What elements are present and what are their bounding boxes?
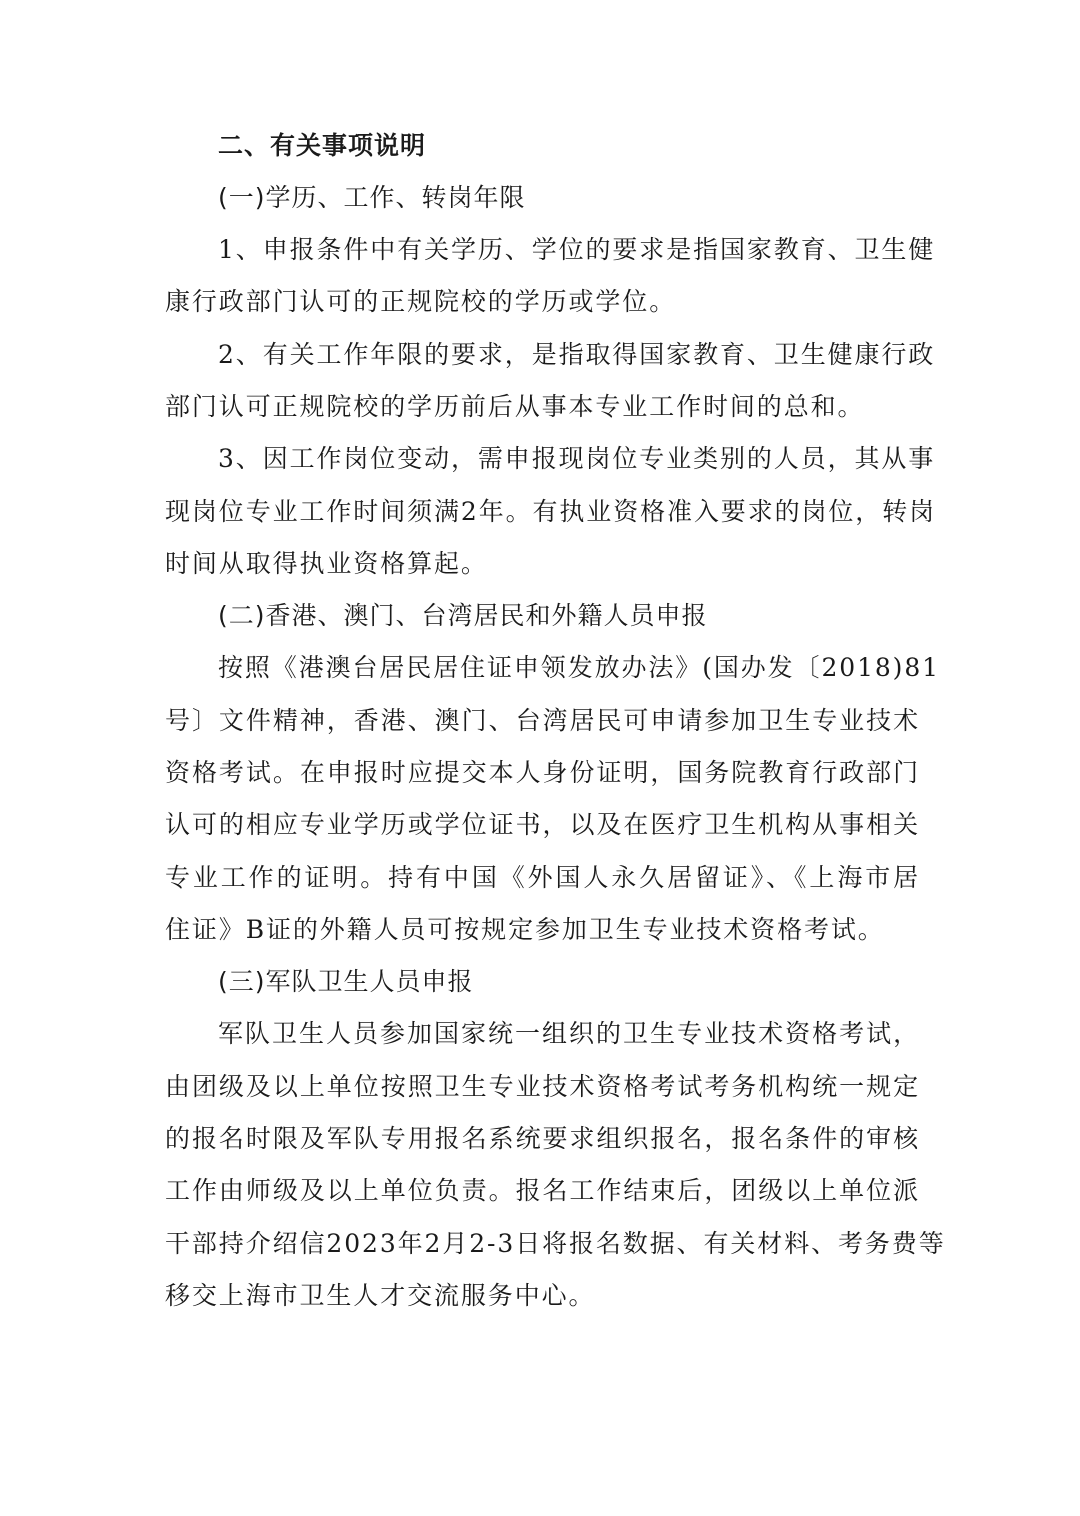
paragraph-line: 按照《港澳台居民居住证申领发放办法》(国办发〔2018)81 [218,653,940,682]
paragraph-line: 2、有关工作年限的要求，是指取得国家教育、卫生健康行政 [218,340,936,369]
paragraph-line: 1、申报条件中有关学历、学位的要求是指国家教育、卫生健 [218,235,936,264]
paragraph-line: 号〕文件精神，香港、澳门、台湾居民可申请参加卫生专业技术 [165,706,920,735]
paragraph-line: 由团级及以上单位按照卫生专业技术资格考试考务机构统一规定 [165,1072,920,1101]
paragraph-line: 工作由师级及以上单位负责。报名工作结束后，团级以上单位派 [165,1176,920,1205]
paragraph-line: 认可的相应专业学历或学位证书，以及在医疗卫生机构从事相关 [165,810,920,839]
paragraph-line: 康行政部门认可的正规院校的学历或学位。 [165,287,677,316]
paragraph-line: 专业工作的证明。持有中国《外国人永久居留证》、《上海市居 [165,863,920,892]
subsection-heading-1: (一)学历、工作、转岗年限 [218,183,526,212]
paragraph-line: 军队卫生人员参加国家统一组织的卫生专业技术资格考试， [218,1019,920,1048]
paragraph-line: 移交上海市卫生人才交流服务中心。 [165,1281,596,1310]
paragraph-line: 部门认可正规院校的学历前后从事本专业工作时间的总和。 [165,392,865,421]
paragraph-line: 干部持介绍信2023年2月2-3日将报名数据、有关材料、考务费等 [165,1229,946,1258]
paragraph-line: 资格考试。在申报时应提交本人身份证明，国务院教育行政部门 [165,758,920,787]
paragraph-line: 的报名时限及军队专用报名系统要求组织报名，报名条件的审核 [165,1124,920,1153]
paragraph-line: 3、因工作岗位变动，需申报现岗位专业类别的人员，其从事 [218,444,936,473]
paragraph-line: 时间从取得执业资格算起。 [165,549,488,578]
paragraph-line: 现岗位专业工作时间须满2年。有执业资格准入要求的岗位，转岗 [165,497,937,526]
paragraph-line: 住证》B证的外籍人员可按规定参加卫生专业技术资格考试。 [165,915,885,944]
section-title: 二、有关事项说明 [218,131,427,160]
subsection-heading-2: (二)香港、澳门、台湾居民和外籍人员申报 [218,601,708,630]
subsection-heading-3: (三)军队卫生人员申报 [218,967,474,996]
